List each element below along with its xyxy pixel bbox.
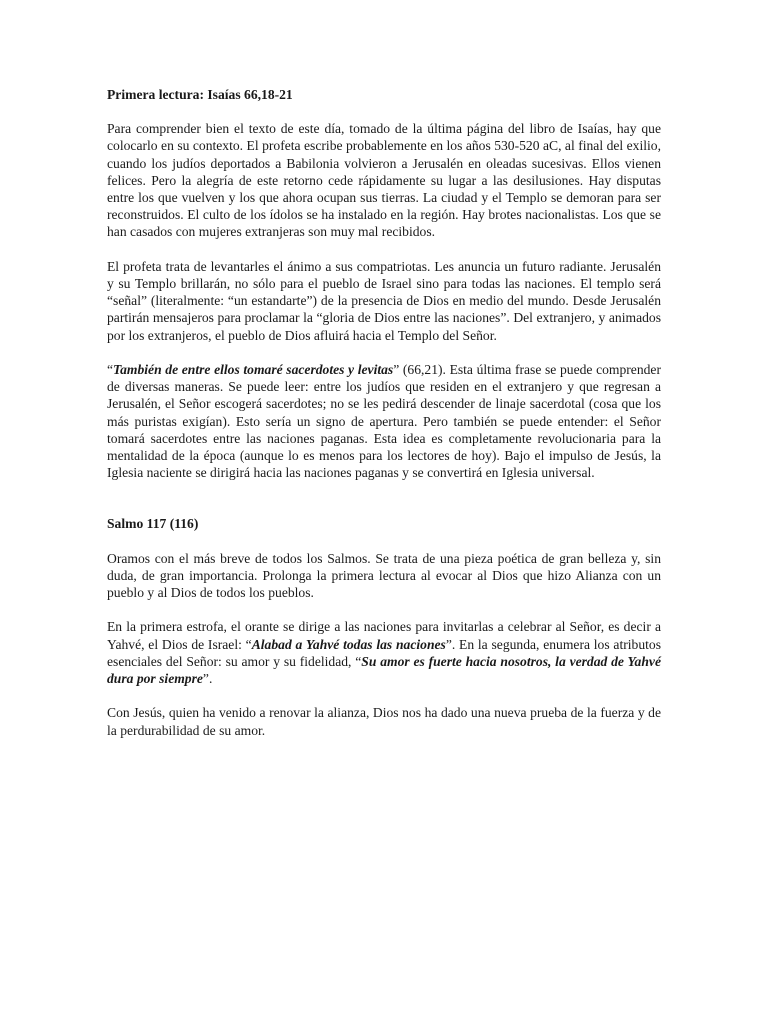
section-heading-salmo: Salmo 117 (116) (107, 516, 199, 532)
psalm-stanza-text-1: En la primera estrofa, el orante se dirige a las naciones para invitarlas a celebrar al Señor, es decir a Yahvé, el Dios de Israel: “ (107, 619, 661, 652)
paragraph-prophet: El profeta trata de levantarles el ánimo a sus compatriotas. Les anuncia un futuro radiante. Jerusalén y su Templo brillarán, no sólo para el pueblo de Israel sino para todas las naciones. El templo será “señal” (literalmente: “un estandarte”) de la presencia de Dios en medio del mundo. Desde Jerusalén partirán mensajeros para proclamar la “gloria de Dios entre las naciones”. Del extranjero, y animados por los extranjeros, el pueblo de Dios afluirá hacia el Templo del Señor. (107, 258, 661, 343)
psalm-stanza-text-3: ”. (202, 671, 213, 687)
paragraph-psalm-intro: Oramos con el más breve de todos los Salmos. Se trata de una pieza poética de gran belleza y, sin duda, de gran importancia. Prolonga la primera lectura al evocar al Dios que hizo Alianza con un pueblo y al Dios de todos los pueblos. (107, 550, 661, 601)
document-page (107, 86, 661, 756)
paragraph-priests-text: ” (66,21). Esta última frase se puede comprender de diversas maneras. Se puede leer: entre los judíos que residen en el extranjero y que regresan a Jerusalén, el Señor escogerá sacerdotes; no se les pedirá descender de linaje sacerdotal (cosa que los más puristas exigían). Esto sería un signo de apertura. Pero también se puede entender: el Señor tomará sacerdotes entre las naciones paganas. Esta idea es completamente revolucionaria para la mentalidad de la época (aunque lo es menos para los lectores de hoy). Bajo el impulso de Jesús, la Iglesia naciente se dirigirá hacia las naciones paganas y se convertirá en Iglesia universal. (107, 362, 661, 481)
quote-open-mark: “ (107, 362, 114, 378)
quote-alabad: Alabad a Yahvé todas las naciones (251, 636, 446, 652)
quote-su-amor: Su amor es fuerte hacia nosotros, la verdad de Yahvé dura por siempre (107, 653, 661, 687)
section-heading-primera-lectura: Primera lectura: Isaías 66,18-21 (107, 87, 293, 102)
paragraph-priests (107, 361, 661, 481)
paragraph-psalm-stanzas (107, 618, 661, 687)
paragraph-context: Para comprender bien el texto de este día, tomado de la última página del libro de Isaías, hay que colocarlo en su contexto. El profeta escribe probablemente en los años 530-520 aC, al final del exilio, cuando los judíos deportados a Babilonia volvieron a Jerusalén en oleadas sucesivas. Ellos vienen felices. Pero la alegría de este retorno cede rápidamente su lugar a las desilusiones. Hay disputas entre los que vuelven y los que ahora ocupan sus tierras. La ciudad y el Templo se demoran para ser reconstruidos. El culto de los ídolos se ha instalado en la región. Hay brotes nacionalistas. Los que se han casados con mujeres extranjeras son muy mal recibidos. (107, 121, 661, 240)
psalm-stanza-text-2: ”. En la segunda, enumera los atributos esenciales del Señor: su amor y su fidelidad, “ (107, 636, 661, 669)
paragraph-jesus: Con Jesús, quien ha venido a renovar la alianza, Dios nos ha dado una nueva prueba de la fuerza y de la perdurabilidad de su amor. (107, 705, 661, 738)
quote-priests-levites: También de entre ellos tomaré sacerdotes y levitas (113, 362, 394, 378)
